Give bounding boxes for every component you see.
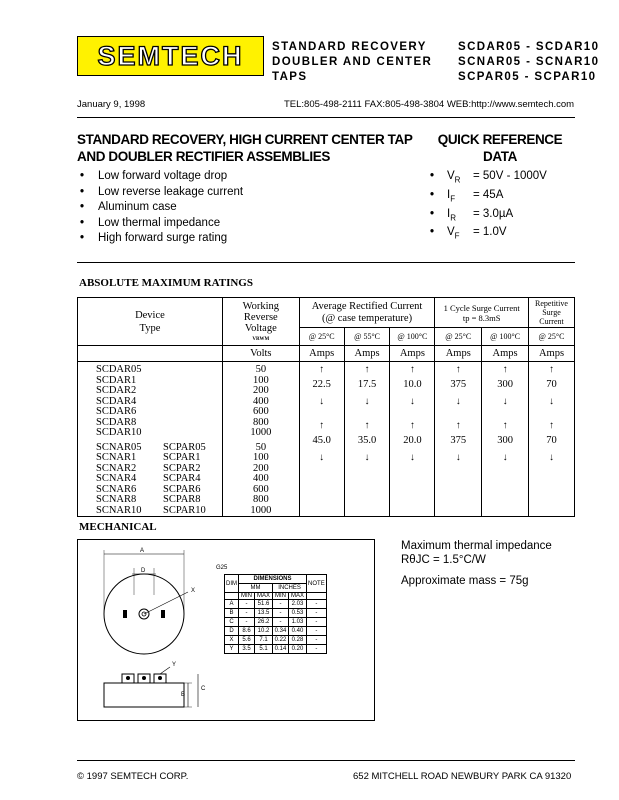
main-heading	[77, 131, 427, 165]
semtech-logo	[77, 36, 264, 76]
abs-max-title: ABSOLUTE MAXIMUM RATINGS	[79, 277, 253, 289]
quick-ref-title1: QUICK REFERENCE	[437, 132, 563, 147]
units-cell: Amps	[435, 346, 482, 362]
temp-cell: @ 25°C	[299, 328, 344, 346]
mechanical-drawing	[77, 539, 375, 721]
feature-item	[80, 200, 243, 216]
dimension-row: X 5.6 7.1 0.22 0.28 -	[225, 636, 327, 645]
thermal-value: RθJC = 1.5°C/W	[401, 554, 486, 566]
dim-label-y: Y	[172, 662, 177, 668]
header-title-line: STANDARD RECOVERY	[272, 41, 427, 53]
value-cell: ↑ 375 ↓ ↑ 375 ↓	[435, 362, 482, 517]
dim-label-x: X	[191, 588, 196, 594]
units-cell: Amps	[299, 346, 344, 362]
surge-current-header: 1 Cycle Surge Current tp = 8.3mS	[435, 298, 529, 328]
units-cell	[78, 346, 223, 362]
dimension-row: C - 26.2 - 1.03 -	[225, 618, 327, 627]
header-title-line: DOUBLER AND CENTER	[272, 56, 433, 68]
dim-label-c: C	[201, 686, 206, 692]
note-header: NOTE	[307, 575, 327, 593]
feature-text: Low reverse leakage current	[98, 185, 244, 198]
device-column-b: SCPAR05 SCPAR1 SCPAR2 SCPAR4 SCPAR6 SCPAR8 SCPAR10	[163, 441, 206, 516]
units-cell: Volts	[222, 346, 299, 362]
repetitive-surge-header: Repetitive Surge Current	[529, 298, 575, 328]
mechanical-title: MECHANICAL	[79, 521, 157, 533]
dim-header: DIM	[225, 575, 239, 593]
dimensions-table: DIM DIMENSIONS NOTE MM INCHES MIN MAX MIN MAX A - 51.6 - 2.03 - B - 13.5 - 0.53 - C - 26.2 - 1.03 - D 8.6 10.2 0.34 0.40 - X 5.6 7.1 0.22 0.28 - Y 3.5 5.1 0.14 0.20 -	[226, 576, 325, 652]
quick-ref-row: • $V_F = 1.0V$	[430, 226, 507, 241]
temp-cell: @ 100°C	[390, 328, 435, 346]
drawing-code: G25	[216, 565, 228, 571]
dimension-row: D 8.6 10.2 0.34 0.40 -	[225, 627, 327, 636]
quick-ref-row: • $I_F = 45A$	[430, 188, 504, 204]
feature-list	[80, 169, 243, 247]
header-divider	[77, 117, 575, 118]
bullet-icon: •	[80, 185, 85, 198]
bullet-icon: •	[80, 170, 85, 182]
header-title-line: TAPS	[272, 71, 308, 83]
dimension-row: B - 13.5 - 0.53 -	[225, 609, 327, 618]
absolute-maximum-ratings-table	[77, 297, 575, 517]
feature-text: High forward surge rating	[98, 232, 228, 244]
value-cell: ↑ 22.5 ↓ ↑ 45.0 ↓	[299, 362, 344, 517]
document-date: January 9, 1998	[77, 99, 146, 110]
voltage-list-cell: 50 100 200 400 600 800 1000 50 100 200 400 600 800 1000	[222, 362, 299, 517]
section-divider	[77, 262, 575, 263]
feature-text: Low forward voltage drop	[98, 170, 228, 182]
units-cell: Amps	[390, 346, 435, 362]
header-title	[272, 40, 432, 85]
temp-cell: @ 25°C	[435, 328, 482, 346]
quick-reference-list	[430, 169, 547, 244]
footer-address: 652 MITCHELL ROAD NEWBURY PARK CA 91320	[353, 771, 572, 782]
part-number-line: SCNAR05 - SCNAR10	[458, 56, 600, 68]
approx-mass: Approximate mass = 75g	[401, 575, 529, 587]
working-voltage-header: Working Reverse Voltage VRWM	[222, 298, 299, 346]
header-part-numbers	[458, 40, 599, 85]
logo-text: SEMTECH	[97, 41, 244, 71]
device-column-a: SCDAR05 SCDAR1 SCDAR2 SCDAR4 SCDAR6 SCDAR8 SCDAR10 SCNAR05 SCNAR1 SCNAR2 SCNAR4 SCNAR6 SCNAR8 SCNAR10	[96, 364, 142, 516]
temp-cell: @ 55°C	[344, 328, 390, 346]
part-number-line: SCDAR05 - SCDAR10	[458, 41, 600, 53]
value-cell: ↑ 10.0 ↓ ↑ 20.0 ↓	[390, 362, 435, 517]
temp-cell: @ 100°C	[482, 328, 529, 346]
quick-ref-row: • $I_R = 3.0\mu A$	[430, 207, 514, 222]
value-cell: ↑ 300 ↓ ↑ 300 ↓	[482, 362, 529, 517]
dimensions-header: DIMENSIONS	[239, 575, 307, 584]
quick-ref-row: • $V_R = 50V - 1000V$	[430, 170, 547, 185]
units-cell: Amps	[529, 346, 575, 362]
part-number-line: SCPAR05 - SCPAR10	[458, 71, 597, 83]
mm-header: MM	[239, 584, 273, 593]
contact-info: TEL:805-498-2111 FAX:805-498-3804 WEB:http://www.semtech.com	[284, 99, 575, 110]
bullet-icon: •	[80, 216, 85, 229]
main-heading-line1: STANDARD RECOVERY, HIGH CURRENT CENTER TAP	[77, 132, 413, 147]
feature-item	[80, 169, 243, 185]
main-heading-line2: AND DOUBLER RECTIFIER ASSEMBLIES	[77, 149, 330, 164]
inches-header: INCHES	[273, 584, 307, 593]
dim-label-d: D	[141, 568, 146, 574]
quick-ref-title2: DATA	[483, 149, 517, 164]
temp-cell: @ 25°C	[529, 328, 575, 346]
dim-label-a: A	[140, 548, 145, 554]
bullet-icon: •	[80, 232, 85, 244]
units-cell: Amps	[344, 346, 390, 362]
feature-item	[80, 185, 243, 201]
footer-copyright: © 1997 SEMTECH CORP.	[77, 771, 189, 782]
units-cell: Amps	[482, 346, 529, 362]
value-cell: ↑ 17.5 ↓ ↑ 35.0 ↓	[344, 362, 390, 517]
dim-label-b: B	[181, 692, 186, 698]
feature-text: Aluminum case	[98, 201, 177, 213]
feature-item	[80, 231, 243, 247]
footer-divider	[77, 760, 575, 761]
feature-item	[80, 216, 243, 232]
device-type-header: Device Type	[78, 298, 223, 346]
quick-reference-title	[430, 131, 570, 165]
dimension-row: A - 51.6 - 2.03 -	[225, 600, 327, 609]
feature-text: Low thermal impedance	[98, 216, 221, 229]
value-cell: ↑ 70 ↓ ↑ 70 ↓	[529, 362, 575, 517]
dimension-row: Y 3.5 5.1 0.14 0.20 -	[225, 645, 327, 654]
thermal-impedance	[401, 539, 552, 567]
thermal-label: Maximum thermal impedance	[401, 540, 552, 552]
avg-rectified-header: Average Rectified Current (@ case temperature)	[299, 298, 435, 328]
bullet-icon: •	[80, 201, 85, 213]
device-list-cell	[78, 362, 223, 517]
